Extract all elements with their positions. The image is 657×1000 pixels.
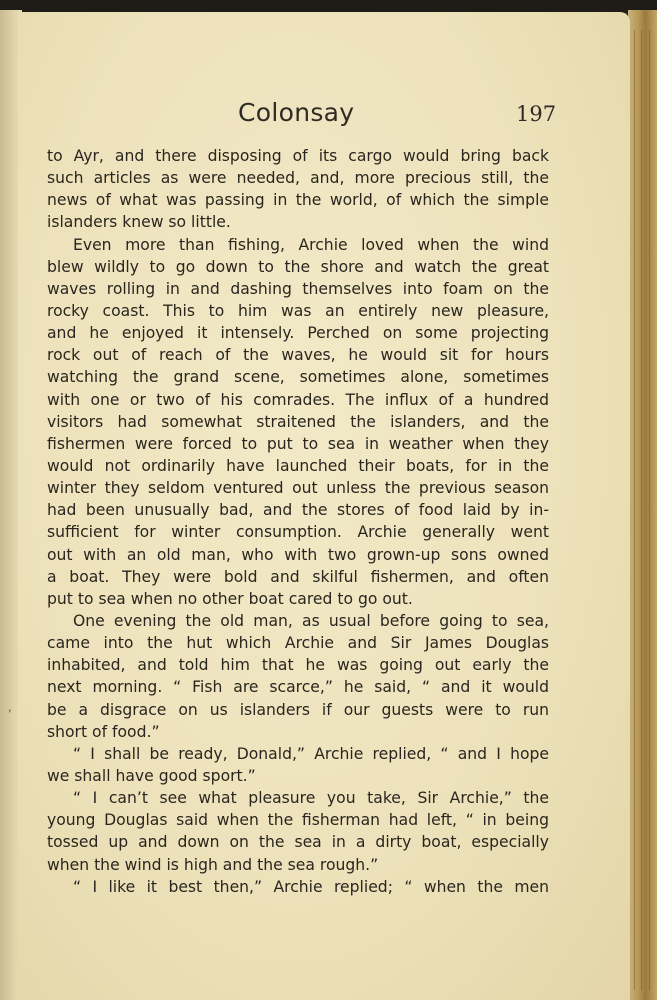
- text-line: came into the hut which Archie and Sir James Douglas: [47, 634, 549, 653]
- text-line: Even more than fishing, Archie loved when the wind: [73, 235, 549, 254]
- page-sheet: [18, 12, 630, 1000]
- text-line: out with an old man, who with two grown-up sons owned: [47, 545, 549, 564]
- page-edge-line: [649, 30, 650, 990]
- text-line: short of food.”: [47, 722, 160, 741]
- text-line: waves rolling in and dashing themselves into foam on the: [47, 279, 549, 298]
- text-line: “ I shall be ready, Donald,” Archie replied, “ and I hope: [73, 744, 549, 763]
- text-line: rocky coast. This to him was an entirely new pleasure,: [47, 301, 549, 320]
- text-line: we shall have good sport.”: [47, 766, 256, 785]
- text-line: islanders knew so little.: [47, 213, 231, 232]
- text-line: visitors had somewhat straitened the islanders, and the: [47, 412, 549, 431]
- text-line: had been unusually bad, and the stores of food laid by in-: [47, 501, 549, 520]
- text-line: with one or two of his comrades. The influx of a hundred: [47, 390, 549, 409]
- text-line: sufficient for winter consumption. Archie generally went: [47, 523, 549, 542]
- text-line: when the wind is high and the sea rough.”: [47, 855, 379, 874]
- text-line: rock out of reach of the waves, he would sit for hours: [47, 346, 549, 365]
- text-line: tossed up and down on the sea in a dirty boat, especially: [47, 833, 549, 852]
- running-head-title: Colonsay: [238, 98, 355, 127]
- page-edge-line: [634, 30, 635, 990]
- page-number: 197: [516, 102, 557, 126]
- text-line: “ I can’t see what pleasure you take, Sir Archie,” the: [73, 789, 549, 808]
- margin-mark: ,: [8, 700, 12, 714]
- text-line: to Ayr, and there disposing of its cargo would bring back: [47, 147, 549, 165]
- text-line: blew wildly to go down to the shore and watch the great: [47, 257, 549, 276]
- scan-border-top: [0, 0, 657, 12]
- body-text: [47, 145, 549, 898]
- text-line: be a disgrace on us islanders if our guests were to run: [47, 700, 549, 719]
- text-line: put to sea when no other boat cared to go out.: [47, 589, 413, 608]
- text-line: fishermen were forced to put to sea in weather when they: [47, 434, 549, 453]
- text-line: “ I like it best then,” Archie replied; “ when the men: [73, 877, 549, 896]
- text-line: and he enjoyed it intensely. Perched on some projecting: [47, 324, 549, 343]
- text-line: watching the grand scene, sometimes alone, sometimes: [47, 368, 549, 387]
- text-line: such articles as were needed, and, more precious still, the: [47, 169, 549, 188]
- text-line: next morning. “ Fish are scarce,” he said, “ and it would: [47, 678, 549, 697]
- text-line: winter they seldom ventured out unless the previous season: [47, 479, 549, 498]
- text-line: One evening the old man, as usual before going to sea,: [73, 611, 549, 630]
- text-line: news of what was passing in the world, of which the simple: [47, 191, 549, 210]
- running-head: [18, 98, 630, 138]
- page-edge-line: [641, 30, 642, 990]
- text-line: a boat. They were bold and skilful fishermen, and often: [47, 567, 549, 586]
- text-line: would not ordinarily have launched their boats, for in the: [47, 456, 549, 475]
- text-line: inhabited, and told him that he was going out early the: [47, 656, 549, 675]
- text-line: young Douglas said when the fisherman had left, “ in being: [47, 811, 549, 830]
- page-edges-right: [628, 10, 657, 1000]
